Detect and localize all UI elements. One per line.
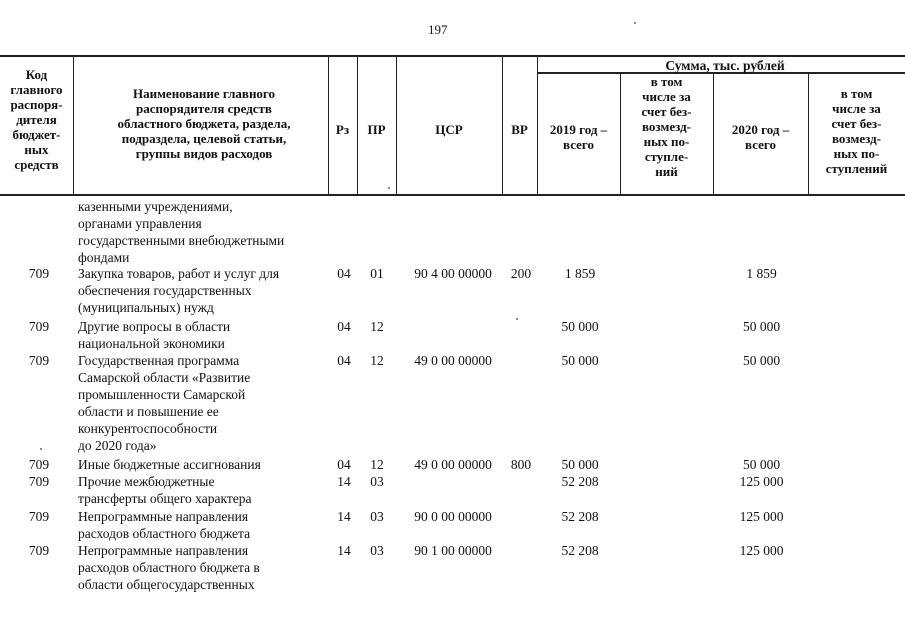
row-name-line: Государственная программа: [78, 353, 240, 368]
row-name-line: области общегосударственных: [78, 577, 255, 592]
row-2019-total: 1 859: [564, 266, 596, 281]
header-line: счет без-: [831, 116, 882, 131]
row-name-line: Закупка товаров, работ и услуг для: [78, 266, 280, 281]
header-line: ний: [655, 164, 678, 179]
row-name-line: (муниципальных) нужд: [78, 300, 214, 315]
row-code: 709: [28, 319, 50, 334]
header-line: распорядителя средств: [136, 101, 272, 116]
header-line: подраздела, целевой статьи,: [121, 131, 287, 146]
header-vr: ВР: [511, 122, 528, 137]
header-line: Наименование главного: [132, 86, 276, 101]
row-name-line: государственными внебюджетными: [78, 233, 285, 248]
row-rz: 04: [337, 266, 351, 281]
row-rz: 04: [337, 353, 351, 368]
row-pr: 12: [370, 353, 384, 368]
row-name-line: до 2020 года»: [78, 438, 157, 453]
header-line: ступле-: [644, 149, 689, 164]
header-line: ных: [24, 142, 49, 157]
header-line: Код: [25, 67, 48, 82]
row-pr: 03: [370, 543, 384, 558]
row-2019-total: 50 000: [561, 457, 599, 472]
row-name-line: Прочие межбюджетные: [78, 474, 215, 489]
header-2019-free: [620, 74, 713, 179]
row-code: 709: [28, 509, 50, 524]
header-line: распоря-: [10, 97, 63, 112]
row-name-line: области и повышение ее: [78, 404, 219, 419]
col-divider-code: [73, 55, 74, 195]
row-pr: 03: [370, 474, 384, 489]
row-name-line: Самарской области «Развитие: [78, 370, 251, 385]
header-line: в том: [650, 74, 683, 89]
row-csr: 90 0 00 00000: [414, 509, 492, 524]
row-rz: 14: [337, 509, 351, 524]
row-rz: 04: [337, 319, 351, 334]
header-2019-total: [537, 122, 620, 152]
header-line: ступлений: [825, 161, 888, 176]
row-name-line: казенными учреждениями,: [78, 199, 233, 214]
header-line: числе за: [832, 101, 881, 116]
header-line: главного: [10, 82, 63, 97]
row-csr: 49 0 00 00000: [414, 353, 492, 368]
scan-speck: [516, 318, 518, 320]
header-line: в том: [840, 86, 873, 101]
row-2020-total: 125 000: [739, 474, 784, 489]
row-name-line: Непрограммные направления: [78, 543, 249, 558]
header-csr: ЦСР: [435, 122, 463, 137]
row-code: 709: [28, 474, 50, 489]
row-pr: 12: [370, 457, 384, 472]
header-rz: Рз: [335, 122, 350, 137]
row-pr: 03: [370, 509, 384, 524]
row-name-line: Непрограммные направления: [78, 509, 249, 524]
scan-speck: [634, 22, 636, 24]
row-pr: 01: [370, 266, 384, 281]
row-2020-total: 50 000: [742, 353, 781, 368]
row-pr: 12: [370, 319, 384, 334]
row-rz: 14: [337, 474, 351, 489]
header-top-border: [0, 55, 905, 57]
header-line: дителя: [16, 112, 57, 127]
header-bottom-border: [0, 194, 905, 196]
row-2020-total: 1 859: [746, 266, 777, 281]
row-name-line: обеспечения государственных: [78, 283, 252, 298]
row-2020-total: 50 000: [742, 457, 781, 472]
header-line: счет без-: [641, 104, 692, 119]
row-name-line: Иные бюджетные ассигнования: [78, 457, 261, 472]
row-name-line: расходов областного бюджета: [78, 526, 251, 541]
header-line: ных по-: [643, 134, 690, 149]
header-line: всего: [563, 137, 594, 152]
header-line: числе за: [642, 89, 691, 104]
row-name-line: национальной экономики: [78, 336, 225, 351]
row-2019-total: 52 208: [561, 543, 599, 558]
row-2019-total: 52 208: [561, 509, 599, 524]
header-line: бюджет-: [12, 127, 61, 142]
row-2020-total: 50 000: [742, 319, 781, 334]
row-2020-total: 125 000: [739, 509, 784, 524]
row-name-line: фондами: [78, 250, 130, 265]
row-2019-total: 52 208: [561, 474, 599, 489]
header-line: 2019 год –: [549, 122, 608, 137]
header-sum-group: Сумма, тыс. рублей: [665, 58, 785, 73]
row-code: 709: [28, 266, 50, 281]
header-pr: ПР: [367, 122, 386, 137]
row-name-line: органами управления: [78, 216, 202, 231]
row-csr: 90 4 00 00000: [414, 266, 492, 281]
row-2019-total: 50 000: [561, 319, 599, 334]
header-line: средств: [14, 157, 59, 172]
row-rz: 14: [337, 543, 351, 558]
scan-speck: [388, 187, 390, 189]
header-line: группы видов расходов: [135, 146, 273, 161]
header-line: всего: [745, 137, 776, 152]
row-vr: 200: [510, 266, 532, 281]
row-2020-total: 125 000: [739, 543, 784, 558]
header-2020-total: [713, 122, 808, 152]
row-rz: 04: [337, 457, 351, 472]
header-line: 2020 год –: [731, 122, 790, 137]
row-name-line: Другие вопросы в области: [78, 319, 231, 334]
row-vr: 800: [510, 457, 532, 472]
row-code: 709: [28, 457, 50, 472]
header-line: возмезд-: [832, 131, 881, 146]
header-line: ных по-: [833, 146, 880, 161]
header-code: [0, 67, 73, 172]
row-name-line: промышленности Самарской: [78, 387, 246, 402]
header-line: возмезд-: [642, 119, 691, 134]
header-line: областного бюджета, раздела,: [117, 116, 291, 131]
row-code: 709: [28, 543, 50, 558]
header-2020-free: [808, 86, 905, 176]
row-code: 709: [28, 353, 50, 368]
row-csr: 49 0 00 00000: [414, 457, 492, 472]
row-name-line: конкурентоспособности: [78, 421, 218, 436]
row-name-line: расходов областного бюджета в: [78, 560, 260, 575]
page-number: 197: [428, 22, 448, 37]
row-csr: 90 1 00 00000: [414, 543, 492, 558]
scan-speck: [40, 448, 42, 450]
row-2019-total: 50 000: [561, 353, 599, 368]
row-name-line: трансферты общего характера: [78, 491, 252, 506]
header-name: [80, 86, 328, 161]
